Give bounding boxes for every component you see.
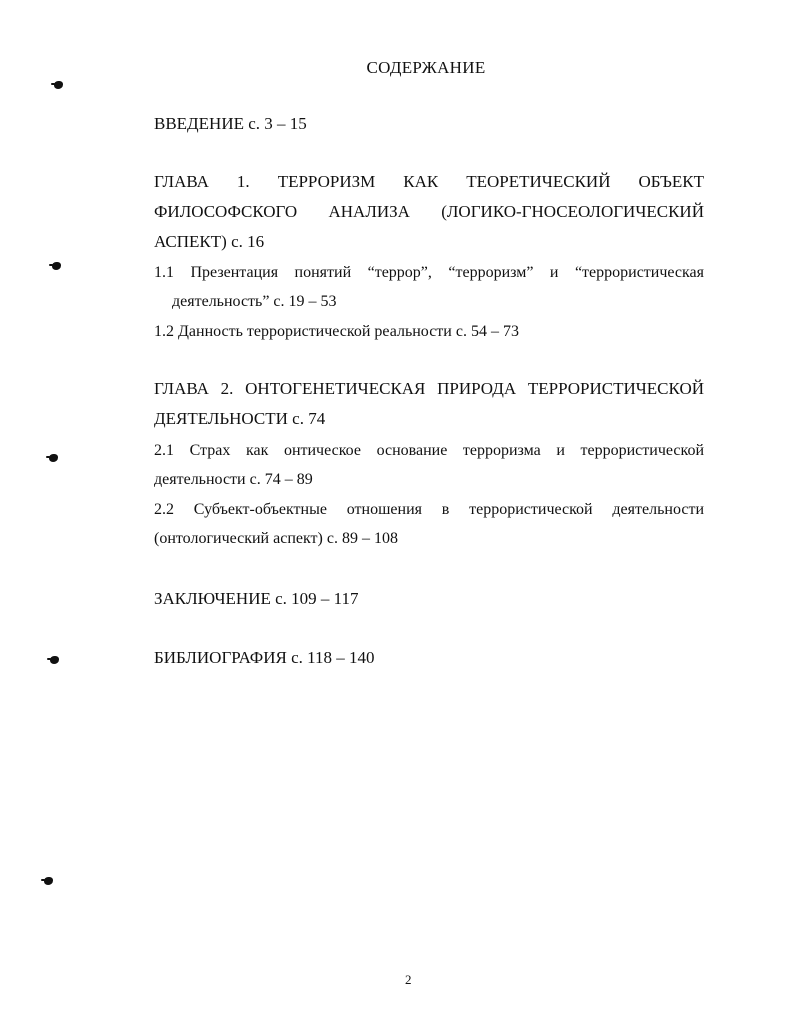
toc-section-1-2: 1.2 Данность террористической реальности с. 54 – 73 — [154, 323, 519, 340]
toc-section-2-2-line1: 2.2 Субъект-объектные отношения в террористической деятельности — [154, 501, 704, 518]
toc-section-2-1-line1: 2.1 Страх как онтическое основание терроризма и террористической — [154, 442, 704, 459]
toc-entry-intro: ВВЕДЕНИЕ с. 3 – 15 — [154, 114, 307, 133]
punch-hole-mark — [50, 656, 59, 664]
toc-section-1-1-line2: деятельность” с. 19 – 53 — [172, 293, 337, 310]
toc-chapter1-heading-line1: ГЛАВА 1. ТЕРРОРИЗМ КАК ТЕОРЕТИЧЕСКИЙ ОБЪЕКТ — [154, 172, 704, 191]
punch-hole-mark — [49, 454, 58, 462]
toc-chapter2-heading-line2: ДЕЯТЕЛЬНОСТИ с. 74 — [154, 409, 326, 428]
toc-section-2-1-line2: деятельности с. 74 – 89 — [154, 471, 313, 488]
page-title: СОДЕРЖАНИЕ — [366, 58, 486, 77]
toc-chapter1-heading-line2: ФИЛОСОФСКОГО АНАЛИЗА (ЛОГИКО-ГНОСЕОЛОГИЧЕСКИЙ — [154, 202, 704, 221]
punch-hole-mark — [54, 81, 63, 89]
toc-entry-bibliography: БИБЛИОГРАФИЯ с. 118 – 140 — [154, 648, 375, 667]
page-number: 2 — [405, 972, 412, 987]
toc-chapter2-heading-line1: ГЛАВА 2. ОНТОГЕНЕТИЧЕСКАЯ ПРИРОДА ТЕРРОРИСТИЧЕСКОЙ — [154, 379, 704, 398]
punch-hole-mark — [52, 262, 61, 270]
toc-entry-conclusion: ЗАКЛЮЧЕНИЕ с. 109 – 117 — [154, 589, 359, 608]
toc-section-1-1-line1: 1.1 Презентация понятий “террор”, “терроризм” и “террористическая — [154, 264, 704, 281]
toc-chapter1-heading-line3: АСПЕКТ) с. 16 — [154, 232, 265, 251]
punch-hole-mark — [44, 877, 53, 885]
toc-section-2-2-line2: (онтологический аспект) с. 89 – 108 — [154, 530, 398, 547]
